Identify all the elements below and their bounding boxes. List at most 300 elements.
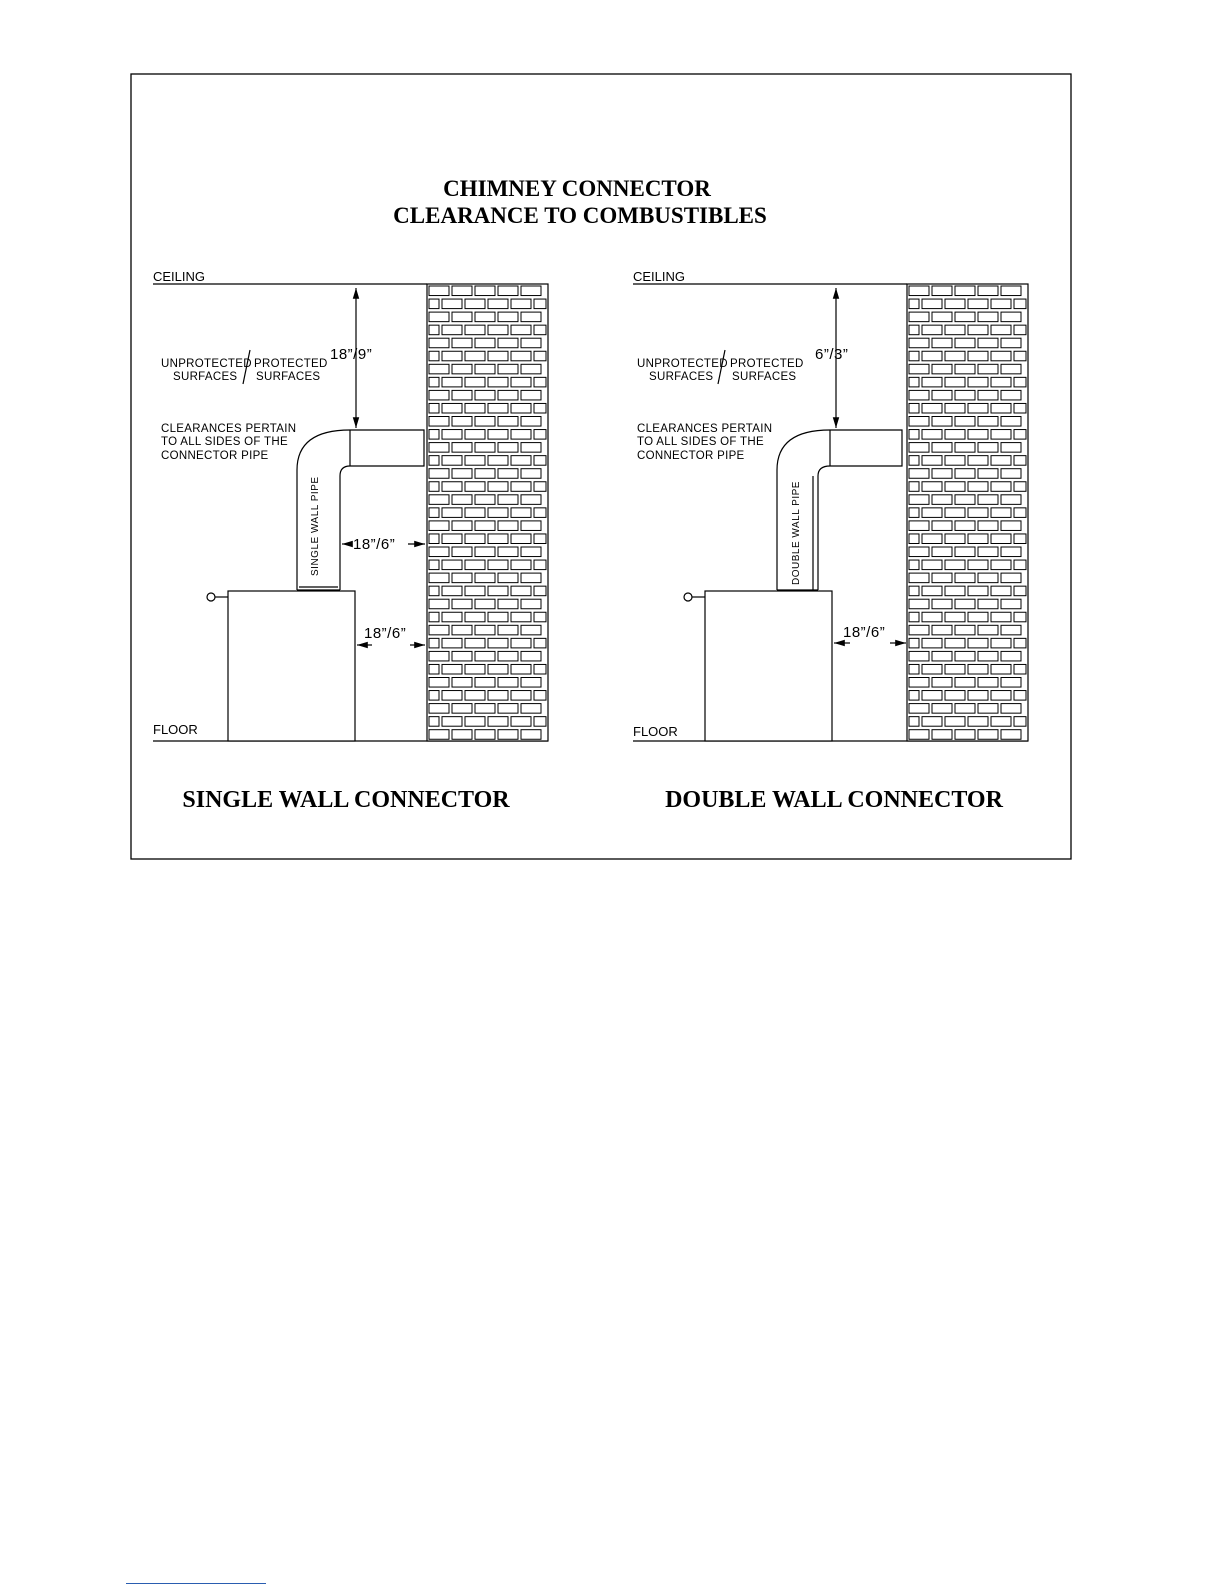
brick bbox=[909, 599, 929, 609]
ceiling-label: CEILING bbox=[153, 269, 206, 284]
brick bbox=[978, 573, 998, 583]
brick bbox=[991, 508, 1011, 518]
brick bbox=[955, 625, 975, 635]
brick bbox=[488, 508, 508, 518]
brick bbox=[1014, 430, 1026, 440]
brick bbox=[922, 664, 942, 674]
brick bbox=[968, 325, 988, 335]
brick bbox=[945, 456, 965, 466]
brick bbox=[475, 704, 495, 714]
brick bbox=[1001, 651, 1021, 661]
brick bbox=[465, 717, 485, 727]
brick bbox=[442, 299, 462, 309]
brick bbox=[909, 456, 919, 466]
brick bbox=[909, 482, 919, 492]
brick bbox=[511, 612, 531, 622]
brick bbox=[1014, 403, 1026, 413]
brick bbox=[909, 704, 929, 714]
brick bbox=[945, 508, 965, 518]
brick bbox=[922, 482, 942, 492]
brick bbox=[511, 664, 531, 674]
brick bbox=[442, 717, 462, 727]
brick bbox=[442, 377, 462, 387]
brick bbox=[534, 691, 546, 701]
brick bbox=[534, 430, 546, 440]
brick bbox=[932, 286, 952, 296]
brick bbox=[488, 717, 508, 727]
brick bbox=[521, 312, 541, 322]
appliance-body bbox=[228, 591, 355, 741]
brick bbox=[955, 730, 975, 740]
brick bbox=[968, 430, 988, 440]
brick bbox=[498, 286, 518, 296]
brick bbox=[429, 638, 439, 648]
brick bbox=[909, 691, 919, 701]
brick bbox=[475, 338, 495, 348]
brick bbox=[475, 625, 495, 635]
clearance-note-line1: CLEARANCES PERTAIN bbox=[161, 423, 297, 435]
brick bbox=[1014, 691, 1026, 701]
brick bbox=[909, 586, 919, 596]
brick bbox=[932, 390, 952, 400]
brick bbox=[488, 638, 508, 648]
brick bbox=[442, 534, 462, 544]
brick bbox=[1014, 351, 1026, 361]
brick bbox=[534, 482, 546, 492]
brick bbox=[909, 299, 919, 309]
brick bbox=[442, 612, 462, 622]
brick bbox=[429, 469, 449, 479]
brick bbox=[978, 599, 998, 609]
appliance-body bbox=[705, 591, 832, 741]
brick bbox=[1001, 338, 1021, 348]
brick bbox=[465, 534, 485, 544]
brick bbox=[1014, 482, 1026, 492]
brick bbox=[452, 364, 472, 374]
brick bbox=[922, 403, 942, 413]
brick bbox=[1001, 364, 1021, 374]
clearance-note-line3: CONNECTOR PIPE bbox=[637, 450, 745, 462]
brick bbox=[498, 417, 518, 427]
brick bbox=[442, 403, 462, 413]
brick bbox=[442, 560, 462, 570]
brick bbox=[1001, 417, 1021, 427]
brick bbox=[909, 521, 929, 531]
brick bbox=[1014, 664, 1026, 674]
brick bbox=[465, 482, 485, 492]
clearance-note-line2: TO ALL SIDES OF THE bbox=[161, 436, 288, 448]
brick bbox=[1014, 325, 1026, 335]
brick bbox=[429, 377, 439, 387]
brick bbox=[945, 612, 965, 622]
brick bbox=[932, 704, 952, 714]
brick bbox=[968, 586, 988, 596]
brick bbox=[909, 403, 919, 413]
brick bbox=[498, 547, 518, 557]
brick bbox=[909, 573, 929, 583]
brick bbox=[429, 717, 439, 727]
panel-caption: DOUBLE WALL CONNECTOR bbox=[665, 787, 1003, 813]
brick bbox=[475, 390, 495, 400]
brick bbox=[465, 586, 485, 596]
brick bbox=[511, 691, 531, 701]
brick bbox=[498, 312, 518, 322]
brick bbox=[452, 338, 472, 348]
brick bbox=[475, 678, 495, 688]
pipe-clearance-value: 18”/6” bbox=[353, 536, 396, 553]
brick bbox=[922, 351, 942, 361]
brick bbox=[991, 403, 1011, 413]
brick bbox=[1014, 508, 1026, 518]
brick bbox=[498, 495, 518, 505]
brick bbox=[945, 664, 965, 674]
brick bbox=[945, 299, 965, 309]
brick bbox=[978, 312, 998, 322]
brick bbox=[498, 469, 518, 479]
brick bbox=[442, 456, 462, 466]
brick bbox=[521, 469, 541, 479]
brick bbox=[521, 338, 541, 348]
brick bbox=[945, 325, 965, 335]
brick bbox=[909, 443, 929, 453]
brick bbox=[488, 534, 508, 544]
brick bbox=[511, 325, 531, 335]
brick bbox=[429, 325, 439, 335]
brick bbox=[978, 338, 998, 348]
protected-label: PROTECTED bbox=[730, 358, 804, 370]
brick bbox=[1014, 586, 1026, 596]
brick bbox=[932, 678, 952, 688]
brick bbox=[978, 390, 998, 400]
brick bbox=[429, 586, 439, 596]
brick bbox=[909, 547, 929, 557]
brick bbox=[991, 482, 1011, 492]
brick bbox=[968, 664, 988, 674]
brick bbox=[932, 469, 952, 479]
brick bbox=[429, 691, 439, 701]
brick bbox=[968, 351, 988, 361]
brick bbox=[968, 482, 988, 492]
brick bbox=[978, 443, 998, 453]
brick bbox=[452, 547, 472, 557]
brick bbox=[475, 599, 495, 609]
brick bbox=[909, 338, 929, 348]
brick bbox=[1001, 312, 1021, 322]
brick bbox=[922, 377, 942, 387]
brick bbox=[909, 469, 929, 479]
brick bbox=[909, 638, 919, 648]
brick bbox=[534, 456, 546, 466]
brick bbox=[452, 625, 472, 635]
brick bbox=[909, 508, 919, 518]
brick bbox=[534, 586, 546, 596]
brick bbox=[498, 625, 518, 635]
brick bbox=[511, 351, 531, 361]
unprotected-label: UNPROTECTED bbox=[161, 358, 252, 370]
brick bbox=[909, 495, 929, 505]
brick bbox=[521, 730, 541, 740]
brick bbox=[498, 599, 518, 609]
brick bbox=[498, 443, 518, 453]
brick bbox=[488, 456, 508, 466]
unprotected-label-2: SURFACES bbox=[173, 371, 238, 383]
brick bbox=[429, 547, 449, 557]
brick bbox=[429, 521, 449, 531]
brick bbox=[429, 704, 449, 714]
brick bbox=[452, 312, 472, 322]
brick bbox=[909, 664, 919, 674]
brick bbox=[932, 521, 952, 531]
brick bbox=[452, 573, 472, 583]
brick bbox=[511, 717, 531, 727]
brick bbox=[932, 625, 952, 635]
brick bbox=[475, 417, 495, 427]
brick bbox=[1001, 495, 1021, 505]
brick bbox=[909, 534, 919, 544]
brick bbox=[498, 730, 518, 740]
brick bbox=[968, 403, 988, 413]
brick bbox=[978, 704, 998, 714]
brick bbox=[498, 364, 518, 374]
brick bbox=[955, 678, 975, 688]
brick bbox=[932, 651, 952, 661]
brick bbox=[429, 560, 439, 570]
brick bbox=[429, 651, 449, 661]
brick bbox=[475, 443, 495, 453]
brick bbox=[968, 299, 988, 309]
brick bbox=[991, 638, 1011, 648]
brick bbox=[955, 599, 975, 609]
brick bbox=[498, 678, 518, 688]
brick bbox=[511, 482, 531, 492]
brick bbox=[1001, 599, 1021, 609]
brick bbox=[932, 730, 952, 740]
brick bbox=[475, 469, 495, 479]
brick bbox=[968, 508, 988, 518]
brick bbox=[511, 638, 531, 648]
brick bbox=[452, 495, 472, 505]
protected-label-2: SURFACES bbox=[256, 371, 321, 383]
brick bbox=[922, 325, 942, 335]
brick bbox=[978, 625, 998, 635]
brick bbox=[909, 286, 929, 296]
brick bbox=[488, 351, 508, 361]
brick bbox=[945, 403, 965, 413]
brick bbox=[442, 586, 462, 596]
double-wall-panel bbox=[633, 269, 1028, 813]
brick bbox=[465, 560, 485, 570]
brick bbox=[1001, 547, 1021, 557]
brick bbox=[429, 508, 439, 518]
brick bbox=[955, 469, 975, 479]
brick bbox=[452, 390, 472, 400]
brick bbox=[429, 443, 449, 453]
brick bbox=[429, 612, 439, 622]
brick bbox=[909, 730, 929, 740]
brick bbox=[534, 403, 546, 413]
brick bbox=[945, 351, 965, 361]
brick bbox=[909, 717, 919, 727]
brick bbox=[909, 430, 919, 440]
brick bbox=[452, 417, 472, 427]
brick bbox=[429, 390, 449, 400]
brick bbox=[922, 299, 942, 309]
appliance-clearance-value: 18”/6” bbox=[364, 625, 407, 642]
brick bbox=[452, 521, 472, 531]
brick bbox=[465, 351, 485, 361]
floor-label: FLOOR bbox=[633, 724, 678, 739]
brick bbox=[488, 664, 508, 674]
brick bbox=[521, 651, 541, 661]
brick bbox=[1014, 534, 1026, 544]
brick bbox=[465, 403, 485, 413]
brick bbox=[991, 612, 1011, 622]
brick bbox=[909, 560, 919, 570]
brick bbox=[511, 560, 531, 570]
brick bbox=[521, 599, 541, 609]
brick bbox=[955, 390, 975, 400]
pipe-label: DOUBLE WALL PIPE bbox=[791, 481, 802, 585]
brick bbox=[521, 417, 541, 427]
brick bbox=[1014, 377, 1026, 387]
brick bbox=[955, 573, 975, 583]
brick bbox=[442, 482, 462, 492]
brick bbox=[909, 312, 929, 322]
brick bbox=[488, 560, 508, 570]
brick bbox=[465, 508, 485, 518]
appliance-knob bbox=[207, 593, 215, 601]
brick bbox=[922, 560, 942, 570]
ceiling-clearance-value: 6”/3” bbox=[815, 346, 849, 363]
brick bbox=[932, 338, 952, 348]
brick bbox=[1001, 573, 1021, 583]
brick bbox=[429, 351, 439, 361]
brick bbox=[488, 691, 508, 701]
brick bbox=[978, 417, 998, 427]
brick bbox=[909, 651, 929, 661]
unprotected-label: UNPROTECTED bbox=[637, 358, 728, 370]
brick bbox=[945, 717, 965, 727]
brick bbox=[442, 664, 462, 674]
brick bbox=[978, 521, 998, 531]
brick bbox=[452, 678, 472, 688]
brick bbox=[534, 717, 546, 727]
brick bbox=[922, 586, 942, 596]
brick bbox=[488, 325, 508, 335]
brick bbox=[991, 717, 1011, 727]
brick bbox=[429, 599, 449, 609]
brick bbox=[1001, 521, 1021, 531]
brick bbox=[945, 430, 965, 440]
brick bbox=[991, 560, 1011, 570]
brick bbox=[978, 364, 998, 374]
brick bbox=[932, 364, 952, 374]
unprotected-label-2: SURFACES bbox=[649, 371, 714, 383]
brick bbox=[452, 599, 472, 609]
brick bbox=[968, 456, 988, 466]
brick bbox=[442, 638, 462, 648]
brick bbox=[955, 704, 975, 714]
brick bbox=[521, 625, 541, 635]
brick bbox=[429, 417, 449, 427]
brick bbox=[465, 325, 485, 335]
brick bbox=[429, 678, 449, 688]
brick bbox=[968, 717, 988, 727]
brick bbox=[511, 403, 531, 413]
brick bbox=[511, 534, 531, 544]
brick bbox=[498, 390, 518, 400]
brick bbox=[465, 430, 485, 440]
brick bbox=[1001, 286, 1021, 296]
brick bbox=[1001, 704, 1021, 714]
brick bbox=[1001, 678, 1021, 688]
brick bbox=[488, 403, 508, 413]
brick bbox=[511, 299, 531, 309]
brick bbox=[475, 312, 495, 322]
brick bbox=[978, 678, 998, 688]
brick bbox=[429, 534, 439, 544]
brick bbox=[978, 495, 998, 505]
brick bbox=[429, 338, 449, 348]
brick bbox=[1001, 730, 1021, 740]
brick bbox=[1001, 625, 1021, 635]
brick bbox=[511, 430, 531, 440]
brick bbox=[498, 338, 518, 348]
brick bbox=[1014, 638, 1026, 648]
brick bbox=[978, 469, 998, 479]
brick bbox=[488, 430, 508, 440]
clearance-note-line1: CLEARANCES PERTAIN bbox=[637, 423, 773, 435]
brick bbox=[955, 443, 975, 453]
brick bbox=[1001, 443, 1021, 453]
brick bbox=[442, 508, 462, 518]
brick bbox=[945, 586, 965, 596]
brick bbox=[442, 691, 462, 701]
brick bbox=[511, 377, 531, 387]
brick bbox=[452, 651, 472, 661]
brick bbox=[511, 456, 531, 466]
brick bbox=[465, 664, 485, 674]
brick bbox=[534, 351, 546, 361]
clearance-note-line3: CONNECTOR PIPE bbox=[161, 450, 269, 462]
brick bbox=[452, 286, 472, 296]
brick bbox=[452, 469, 472, 479]
brick bbox=[429, 403, 439, 413]
brick bbox=[978, 547, 998, 557]
brick bbox=[534, 299, 546, 309]
brick bbox=[909, 625, 929, 635]
brick bbox=[922, 430, 942, 440]
brick bbox=[442, 430, 462, 440]
brick bbox=[521, 704, 541, 714]
brick bbox=[945, 377, 965, 387]
brick bbox=[521, 364, 541, 374]
brick bbox=[1014, 560, 1026, 570]
brick bbox=[475, 573, 495, 583]
brick bbox=[442, 351, 462, 361]
brick bbox=[488, 377, 508, 387]
footer-link-underline[interactable] bbox=[126, 1583, 266, 1584]
brick bbox=[511, 586, 531, 596]
brick bbox=[932, 443, 952, 453]
brick bbox=[465, 456, 485, 466]
protected-label-2: SURFACES bbox=[732, 371, 797, 383]
brick bbox=[1001, 469, 1021, 479]
brick bbox=[955, 521, 975, 531]
single-wall-panel bbox=[153, 269, 548, 813]
brick bbox=[968, 534, 988, 544]
brick bbox=[922, 534, 942, 544]
